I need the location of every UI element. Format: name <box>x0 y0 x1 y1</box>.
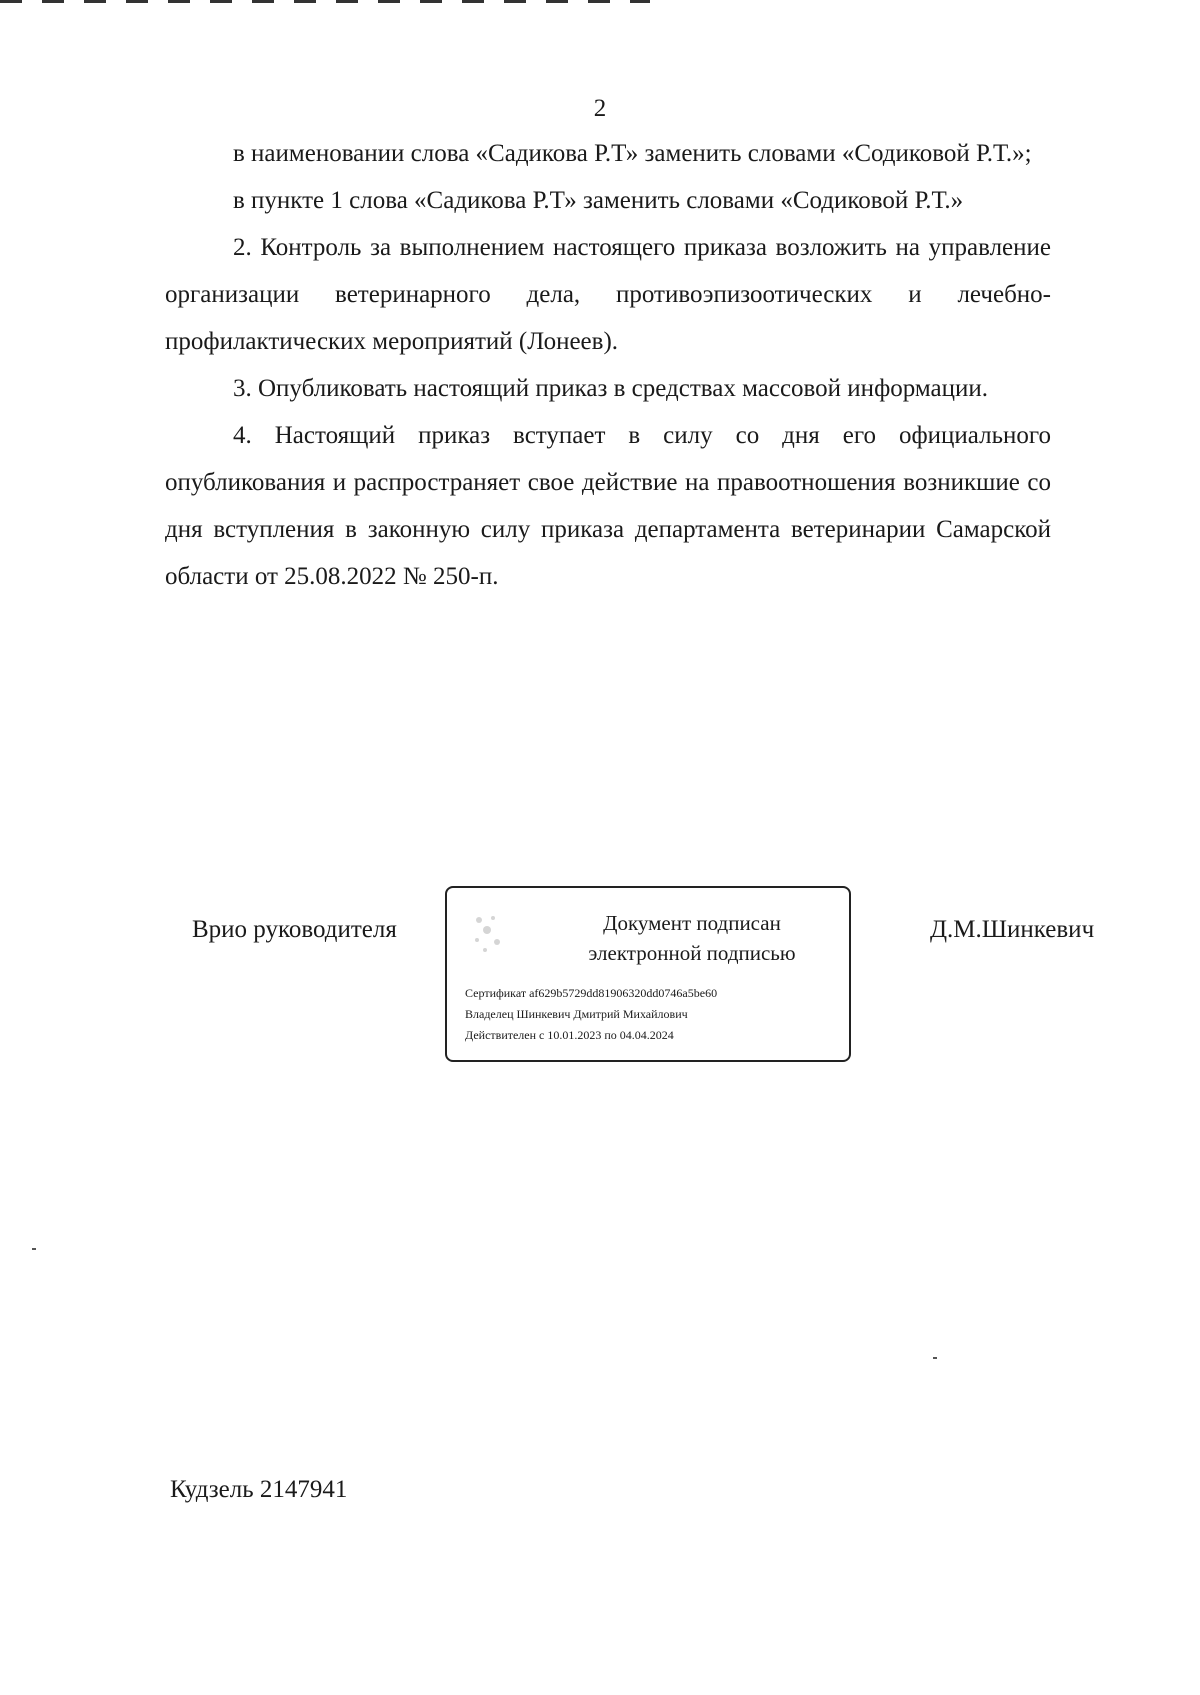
stamp-certificate: Сертификат af629b5729dd81906320dd0746a5be60 <box>465 986 718 1000</box>
stamp-heading-line1: Документ подписан <box>603 911 781 935</box>
executor-info: Кудзель 2147941 <box>170 1476 348 1503</box>
paragraph-5: 4. Настоящий приказ вступает в силу со дня его официального опубликования и распространяет свое действие на правоотношения возникшие со дня вступления в законную силу приказа департамента ветеринарии Самарской области от 25.08.2022 № 250-п. <box>165 422 1051 590</box>
stamp-heading <box>557 908 827 968</box>
stamp-details <box>465 983 717 1046</box>
coat-of-arms-icon <box>467 910 507 960</box>
paragraph-1: в наименовании слова «Садикова Р.Т» заменить словами «Содиковой Р.Т.»; <box>233 140 1032 167</box>
top-edge-dashes <box>0 0 650 3</box>
stamp-owner: Владелец Шинкевич Дмитрий Михайлович <box>465 1007 688 1021</box>
signer-name: Д.М.Шинкевич <box>930 916 1095 943</box>
scan-speck <box>32 1248 36 1250</box>
document-body <box>165 130 1051 600</box>
signer-position-title: Врио руководителя <box>192 916 397 943</box>
page-number: 2 <box>593 95 607 122</box>
paragraph-4: 3. Опубликовать настоящий приказ в средствах массовой информации. <box>233 375 989 402</box>
stamp-heading-line2: электронной подписью <box>588 941 796 965</box>
scan-speck <box>933 1357 937 1359</box>
paragraph-3: 2. Контроль за выполнением настоящего приказа возложить на управление организации ветеринарного дела, противоэпизоотических и лечебно-профилактических мероприятий (Лонеев). <box>165 234 1051 355</box>
paragraph-2: в пункте 1 слова «Садикова Р.Т» заменить словами «Содиковой Р.Т.» <box>233 187 964 214</box>
electronic-signature-stamp <box>445 886 851 1062</box>
stamp-validity: Действителен с 10.01.2023 по 04.04.2024 <box>465 1028 674 1042</box>
